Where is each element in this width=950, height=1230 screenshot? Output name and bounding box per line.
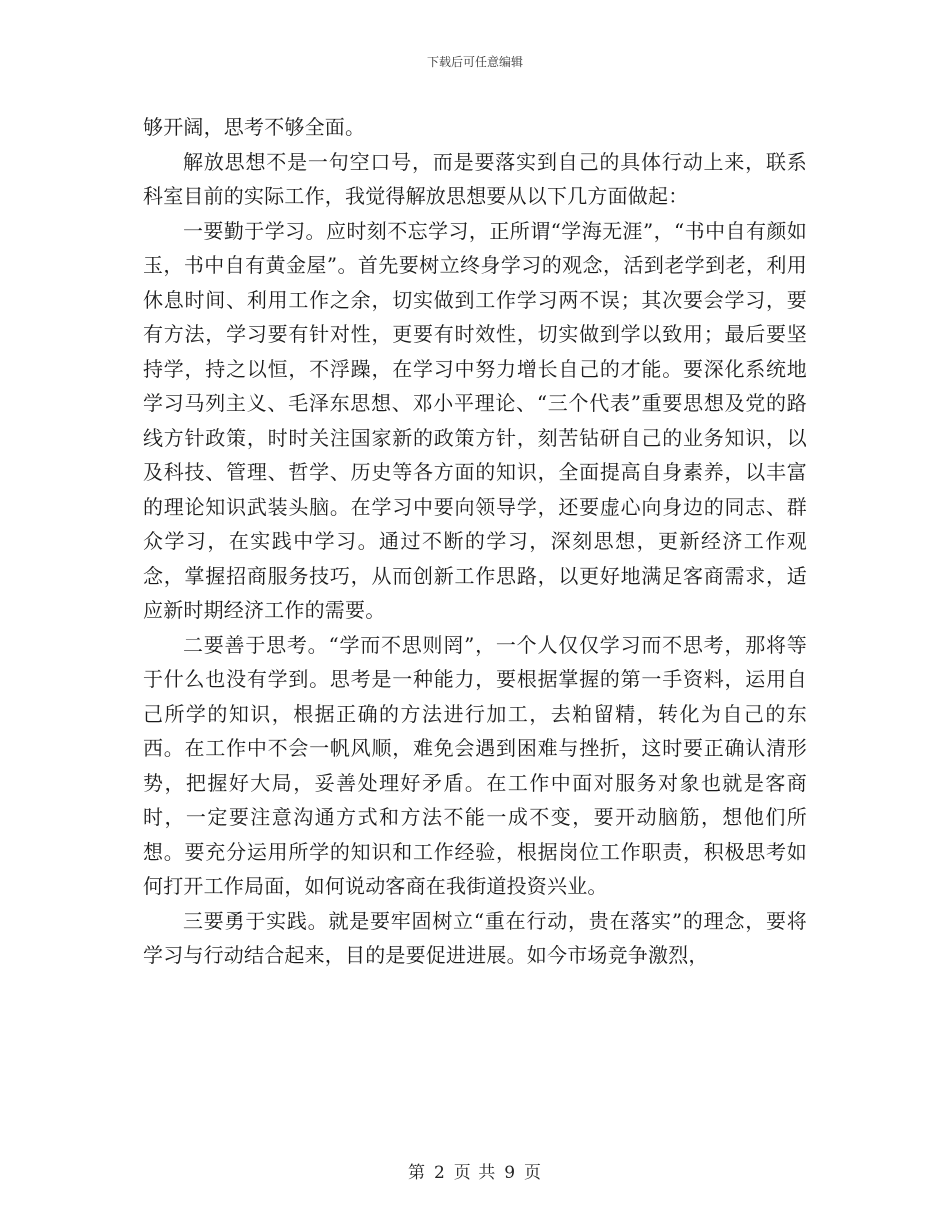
- page-footer: [0, 1158, 950, 1183]
- paragraph-study: 一要勤于学习。应时刻不忘学习，正所谓“学海无涯”，“书中自有颜如玉，书中自有黄金屋”。首先要树立终身学习的观念，活到老学到老，利用休息时间、利用工作之余，切实做到工作学习两不误；其次要会学习，要有方法，学习要有针对性，更要有时效性，切实做到学以致用；最后要坚持学，持之以恒，不浮躁，在学习中努力增长自己的才能。要深化系统地学习马列主义、毛泽东思想、邓小平理论、“三个代表”重要思想及党的路线方针政策，时时关注国家新的政策方针，刻苦钻研自己的业务知识，以及科技、管理、哲学、历史等各方面的知识，全面提高自身素养，以丰富的理论知识武装头脑。在学习中要向领导学，还要虚心向身边的同志、群众学习，在实践中学习。通过不断的学习，深刻思想，更新经济工作观念，掌握招商服务技巧，从而创新工作思路，以更好地满足客商需求，适应新时期经济工作的需要。: [143, 218, 807, 622]
- footer-suffix: 页: [524, 1163, 543, 1183]
- footer-middle: 页 共: [453, 1163, 497, 1183]
- total-pages-number: 9: [504, 1163, 517, 1183]
- current-page-number: 2: [433, 1163, 446, 1183]
- footer-prefix: 第: [407, 1163, 426, 1183]
- document-body: [143, 110, 807, 973]
- paragraph-continuation: 够开阔，思考不够全面。: [143, 115, 366, 139]
- page-header: 下载后可任意编辑: [426, 55, 523, 69]
- paragraph-think: 二要善于思考。“学而不思则罔”，一个人仅仅学习而不思考，那将等于什么也没有学到。思考是一种能力，要根据掌握的第一手资料，运用自己所学的知识，根据正确的方法进行加工，去粕留精，转化为自己的东西。在工作中不会一帆风顺，难免会遇到困难与挫折，这时要正确认清形势，把握好大局，妥善处理好矛盾。在工作中面对服务对象也就是客商时，一定要注意沟通方式和方法不能一成不变，要开动脑筋，想他们所想。要充分运用所学的知识和工作经验，根据岗位工作职责，积极思考如何打开工作局面，如何说动客商在我街道投资兴业。: [143, 632, 807, 898]
- paragraph-intro: 解放思想不是一句空口号，而是要落实到自己的具体行动上来，联系科室目前的实际工作，我觉得解放思想要从以下几方面做起：: [143, 149, 807, 208]
- paragraph-practice: 三要勇于实践。就是要牢固树立“重在行动，贵在落实”的理念，要将学习与行动结合起来，目的是要促进进展。如今市场竞争激烈，: [143, 908, 807, 967]
